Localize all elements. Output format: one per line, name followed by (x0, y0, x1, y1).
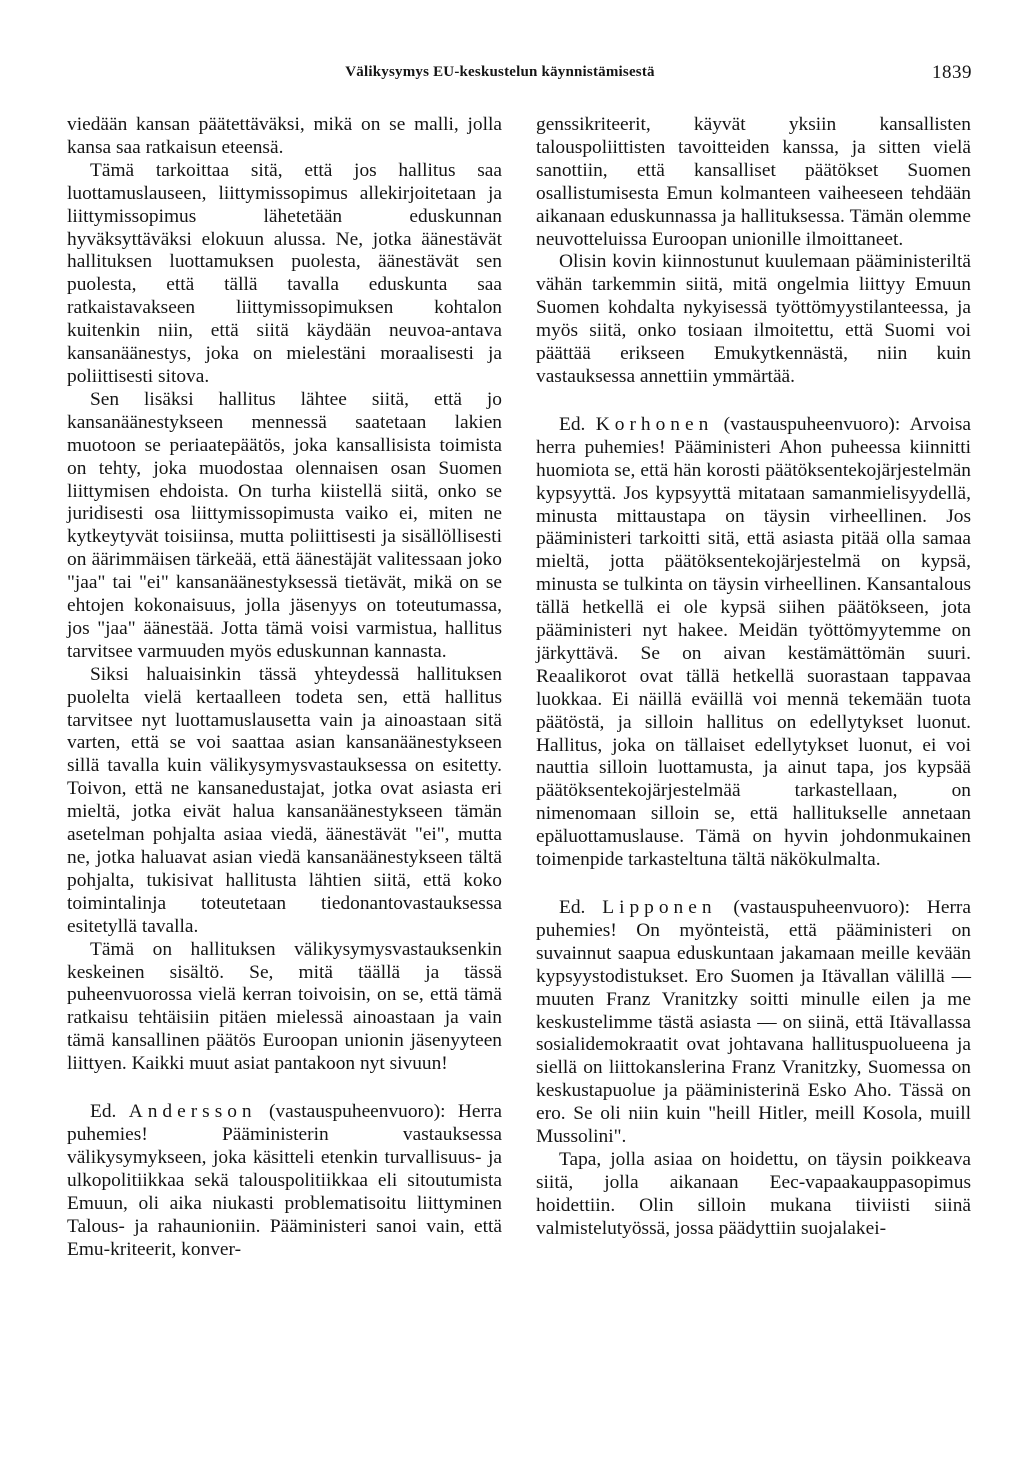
left-column (67, 114, 502, 1261)
speaker-name: Lipponen (602, 897, 717, 918)
speaker-role: (vastauspuheenvuoro): (723, 413, 901, 435)
speech-text: Arvoisa herra puhemies! Pääministeri Ahon puheessa kiinnitti huomiota se, että hän korosti päätöksentekojärjestelmän kypsyyttä. Jos kypsyyttä mitataan samanmielisyydellä, minusta mittaustapa on täysin virheellinen. Jos pääministeri tarkoitti sitä, että asiasta pitää olla samaa mieltä, jotta päätöksentekojärjestelmä on kypsä, minusta se tulkinta on täysin virheellinen. Kansantalous tällä hetkellä ei ole kypsä siihen päätökseen, jota pääministeri nyt hakee. Meidän työttömyytemme on järkyttävä. Se on aivan kestämättömän suuri. Reaalikorot ovat tällä hetkellä suorastaan tappavaa luokkaa. Ei näillä eväillä voi mennä tekemään tuota päätöstä, ja silloin hallitus on edellytykset luonut. Hallitus, joka on tällaiset edellytykset luonut, ei voi nauttia silloin luottamusta, ja ainut tapa, jos kypsää päätöksentekojärjestelmää tarkastellaan, on nimenomaan silloin se, että hallitukselle annetaan epäluottamuslause. Tämä on hyvin johdonmukainen toimenpide tarkasteltuna tältä näkökulmalta. (536, 413, 971, 871)
paragraph: Tapa, jolla asiaa on hoidettu, on täysin poikkeava siitä, jolla aikanaan Eec-vapaakauppasopimus hoidettiin. Olin silloin mukana tiiviisti siinä valmistelutyössä, jossa päädyttiin suojalakei- (536, 1148, 971, 1239)
paragraph: viedään kansan päätettäväksi, mikä on se malli, jolla kansa saa ratkaisun eteensä. (67, 114, 502, 158)
speaker-role: (vastauspuheenvuoro): (268, 1101, 446, 1123)
paragraph: Tämä on hallituksen välikysymysvastauksenkin keskeinen sisältö. Se, mitä täällä ja tässä puheenvuorossa vielä kerran toivoisin, on se, että tämä ratkaisu tehtäisiin pitäen mielessä ainoastaan ja vain tämä kansallinen päätös Euroopan unionin jäsenyyteen liittyen. Kaikki muut asiat pantakoon nyt sivuun! (67, 938, 502, 1075)
speech-andersson (67, 1101, 502, 1261)
page-number: 1839 (932, 62, 972, 83)
speech-lipponen (536, 897, 971, 1149)
page-header (0, 0, 1024, 110)
speaker-prefix: Ed. (90, 1101, 117, 1123)
speaker-name: Andersson (128, 1101, 257, 1123)
speaker-prefix: Ed. (559, 897, 586, 918)
running-title: Välikysymys EU-keskustelun käynnistämisestä (345, 64, 655, 80)
speech-text: Herra puhemies! On myönteistä, että pääministeri on suvainnut saapua eduskuntaan jakamaan meille kevään kypsyystodistukset. Ero Suomen ja Itävallan välillä — muuten Franz Vranitzky soitti minulle eilen ja me keskustelimme tästä asiasta — on siinä, että Itävallassa sosialidemokraatit ovat johtavana hallituspuolueena ja siellä on liittokanslerina Franz Vranitzky, Suomessa on keskustapuolue ja pääministerinä Esko Aho. Tässä on ero. Se oli niin kuin "heill Hitler, meill Kosola, muill Mussolini". (536, 897, 971, 1148)
right-column (536, 114, 971, 1241)
paragraph: Sen lisäksi hallitus lähtee siitä, että jo kansanäänestykseen mennessä saatetaan lakien muotoon se periaatepäätös, joka kansallisista toimista on tehty, joka muodostaa olennaisen osan Suomen liittymisen ehdoista. On turha kiistellä siitä, onko se juridisesti osa liittymissopimusta vaiko ei, miten ne kytkeytyvät toisiinsa, mutta poliittisesti ja sisällöllisesti on äärimmäisen tärkeää, että äänestäjät valitessaan joko "jaa" tai "ei" kansanäänestyksessä tietävät, mikä on se ehtojen kokonaisuus, jolla jäsenyys on toteutumassa, jos "jaa" äänestää. Jotta tämä voisi varmistua, hallitus tarvitsee varmuuden myös eduskunnan kannasta. (67, 388, 502, 662)
paragraph: Olisin kovin kiinnostunut kuulemaan pääministeriltä vähän tarkemmin siitä, mitä ongelmia liittyy Emuun Suomen kohdalta nykyisessä työttömyystilanteessa, ja myös siitä, onko tosiaan ilmoitettu, että Suomi voi päättää erikseen Emukytkennästä, niin kuin vastauksessa annettiin ymmärtää. (536, 251, 971, 387)
speaker-prefix: Ed. (559, 413, 586, 435)
speaker-name: Korhonen (595, 413, 714, 435)
speech-korhonen (536, 414, 971, 872)
speaker-role: (vastauspuheenvuoro): (733, 897, 910, 918)
speech-text: Herra puhemies! Pääministerin vastauksessa välikysymykseen, joka käsitteli etenkin turvallisuus- ja ulkopolitiikkaa sekä talouspolitiikkaa eli sitoutumista Emuun, oli aika niukasti problematisoitu liittyminen Talous- ja rahaunioniin. Pääministeri sanoi vain, että Emu-kriteerit, konver- (67, 1101, 502, 1260)
paragraph: Tämä tarkoittaa sitä, että jos hallitus saa luottamuslauseen, liittymissopimus allekirjoitetaan ja liittymissopimus lähetetään eduskunnan hyväksyttäväksi elokuun alussa. Ne, jotka äänestävät hallituksen luottamuksen puolesta, äänestävät sen puolesta, että tällä tavalla eduskunta saa ratkaistavakseen liittymissopimuksen kohtalon kuitenkin niin, että siitä käydään neuvoa-antava kansanäänestys, joka on mielestäni moraalisesti ja poliittisesti sitova. (67, 159, 502, 387)
paragraph: genssikriteerit, käyvät yksiin kansallisten talouspoliittisten tavoitteiden kanssa, ja sitten vielä sanottiin, että kansalliset päätökset Suomen osallistumisesta Emun kolmanteen vaiheeseen tehdään aikanaan eduskunnassa ja hallituksessa. Tämän olemme neuvotteluissa Euroopan unionille ilmoittaneet. (536, 114, 971, 250)
paragraph: Siksi haluaisinkin tässä yhteydessä hallituksen puolelta vielä kertaalleen todeta sen, että hallitus tarvitsee nyt luottamuslausetta vain ja ainoastaan sitä varten, että se voi saattaa asian kansanäänestykseen sillä tavalla kuin välikysymysvastauksessa on esitetty. Toivon, että ne kansanedustajat, jotka ovat asiasta eri mieltä, jotka eivät halua kansanäänestykseen tämän asetelman pohjalta asiaa viedä, äänestävät "ei", mutta ne, jotka haluavat asian viedä kansanäänestykseen tältä pohjalta, tukisivat hallitusta lähtien siitä, että koko toimintalinja toteutetaan tiedonantovastauksessa esitetyllä tavalla. (67, 663, 502, 937)
